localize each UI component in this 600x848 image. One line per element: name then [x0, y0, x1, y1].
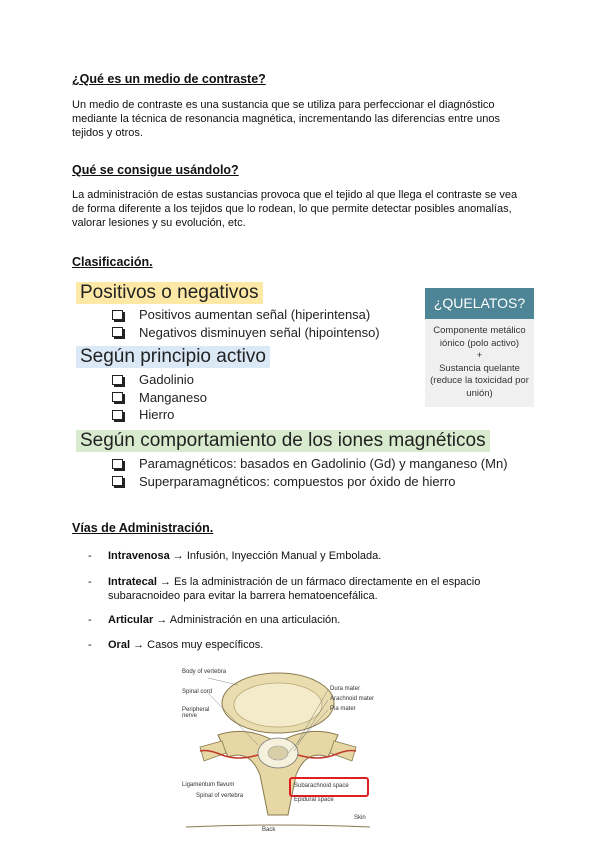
text-line: valorar lesiones y su evolución, etc.	[72, 217, 246, 229]
route-name: Intravenosa	[108, 550, 170, 562]
group-title-magnetic-ions: Según comportamiento de los iones magnéticos	[76, 430, 490, 452]
text-line: Sustancia quelante	[439, 362, 520, 374]
checkbox-bullet-icon	[112, 392, 123, 402]
paragraph-what-is-contrast	[72, 98, 532, 140]
figure-label: Epidural space	[294, 797, 334, 803]
figure-label: Back	[262, 827, 276, 833]
group-title-active-principle: Según principio activo	[76, 346, 270, 368]
figure-label: Pia mater	[330, 706, 356, 712]
figure-label: Spinal of vertebra	[196, 793, 244, 799]
list-item: Hierro	[112, 406, 207, 424]
list-active-principle	[112, 371, 207, 424]
text-line: Componente metálico	[433, 325, 526, 336]
checkbox-bullet-icon	[112, 410, 123, 420]
list-item: Negativos disminuyen señal (hipointenso)	[112, 324, 380, 342]
list-item: Positivos aumentan señal (hiperintensa)	[112, 306, 380, 324]
heading-classification: Clasificación.	[72, 255, 153, 269]
text-line: La administración de estas sustancias provoca que el tejido al que llega el contraste se vea	[72, 189, 518, 201]
text-line: iónico (polo activo)	[439, 337, 520, 349]
heading-what-is-achieved: Qué se consigue usándolo?	[72, 163, 239, 177]
figure-label: Dura mater	[330, 686, 361, 692]
list-item: Superparamagnéticos: compuestos por óxido de hierro	[112, 473, 508, 491]
checkbox-bullet-icon	[112, 310, 123, 320]
list-item: Paramagnéticos: basados en Gadolinio (Gd) y manganeso (Mn)	[112, 455, 508, 473]
figure-label: Peripheral nerve	[182, 707, 210, 719]
text-line: Un medio de contraste es una sustancia que se utiliza para perfeccionar el diagnóstico	[72, 99, 495, 111]
checkbox-bullet-icon	[112, 375, 123, 385]
list-item: Manganeso	[112, 389, 207, 407]
paragraph-what-is-achieved	[72, 188, 532, 230]
text-line: unión)	[466, 387, 493, 399]
list-positive-negative	[112, 306, 380, 341]
checkbox-bullet-icon	[112, 327, 123, 337]
text-line: mediante la técnica de resonancia magnética, incrementando las diferencias entre unos	[72, 113, 501, 125]
route-name: Intratecal	[108, 576, 157, 588]
figure-label: Ligamentum flavum	[182, 782, 235, 788]
text-line: (reduce la toxicidad por	[430, 375, 529, 386]
heading-administration-routes: Vías de Administración.	[72, 521, 214, 535]
figure-label: Subarachnoid space	[294, 783, 349, 789]
checkbox-bullet-icon	[112, 476, 123, 486]
route-name: Oral	[108, 639, 131, 651]
checkbox-bullet-icon	[112, 459, 123, 469]
quelatos-box-body	[425, 319, 534, 407]
list-item: Gadolinio	[112, 371, 207, 389]
figure-label: Arachnoid mater	[330, 696, 375, 702]
heading-what-is-contrast: ¿Qué es un medio de contraste?	[72, 72, 266, 86]
route-name: Articular	[108, 614, 154, 626]
group-title-positive-negative: Positivos o negativos	[76, 282, 263, 304]
figure-label: Spinal cord	[182, 689, 213, 695]
text-line: de forma diferente a los tejidos que lo rodean, lo que permite detectar posibles anomalías,	[72, 203, 512, 215]
figure-label: Body of vertebra	[182, 669, 227, 675]
figure-label: Skin	[354, 815, 366, 821]
text-line: tejidos y otros.	[72, 127, 143, 139]
list-magnetic-ions	[112, 455, 508, 490]
quelatos-box-title: ¿QUELATOS?	[425, 288, 534, 319]
spine-cross-section-figure	[178, 665, 378, 835]
text-line: +	[476, 350, 483, 361]
